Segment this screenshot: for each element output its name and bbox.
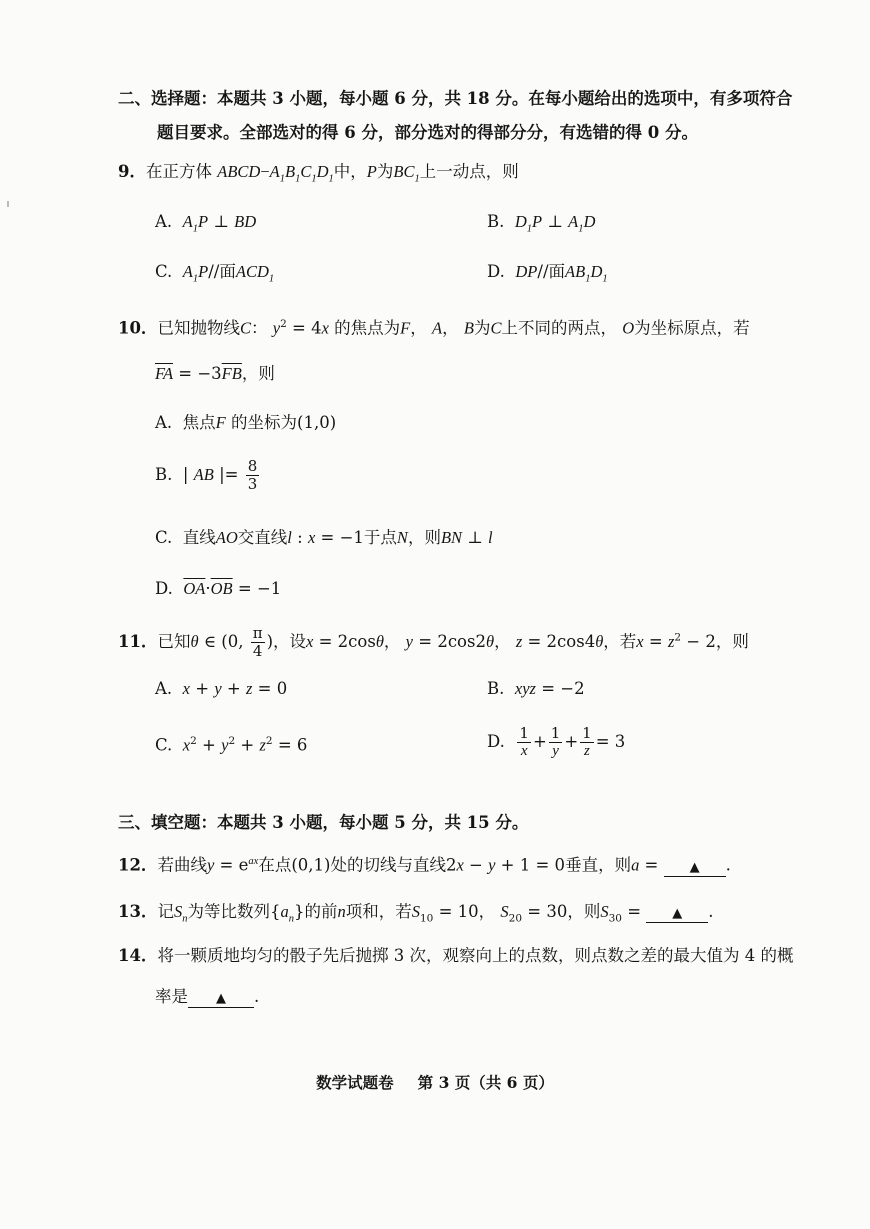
q9-text: 在正方体 xyxy=(145,162,212,181)
scan-mark xyxy=(7,201,9,207)
q10-option-c: C. 直线AO交直线l : x = −1于点N，则BN ⊥ l xyxy=(155,528,493,547)
q9-text: 中， xyxy=(333,162,367,181)
q11-option-b: B. xyz = −2 xyxy=(487,679,585,698)
question-10-stem: 10．已知抛物线C： $y^2 = 4x$ 的焦点为F， A， B为C上不同的两点， O为坐标原点，若 xyxy=(118,318,750,338)
q9-option-d: D. DP//面$AB_1D_1$ xyxy=(487,262,608,285)
q11-option-c: C. $x^2 + y^2 + z^2 = 6$ xyxy=(155,735,308,755)
q14-text: 将一颗质地均匀的骰子先后抛掷 3 次，观察向上的点数，则点数之差的最大值为 4 的概 xyxy=(157,946,794,965)
q9-option-c: C. $A_1P//$面$ACD_1$ xyxy=(155,262,275,285)
question-14-number: 14． xyxy=(118,946,158,965)
q11-option-a: A. x + y + z = 0 xyxy=(155,679,288,698)
question-13: 13．记$S_n$为等比数列$\{a_n\}$的前n项和，若$S_{10} = 10$， $S_{20} = 30$，则$S_{30}$ = ▲ . xyxy=(118,902,714,925)
q14-answer-blank[interactable]: ▲ xyxy=(188,989,254,1008)
question-14-line2: 率是 ▲ . xyxy=(155,987,260,1006)
q9-text: 为 xyxy=(376,162,394,181)
section2-header-line1: 二、选择题：本题共 3 小题，每小题 6 分，共 18 分。在每小题给出的选项中，有多项符合 xyxy=(118,89,793,108)
question-12-number: 12． xyxy=(118,855,158,875)
section3-header: 三、填空题：本题共 3 小题，每小题 5 分，共 15 分。 xyxy=(118,813,529,832)
q9-option-a: A. $A_1P$ ⊥ BD xyxy=(155,212,257,235)
question-12: 12．若曲线$y = e^{ax}$在点(0,1)处的切线与直线2x − y + 1 = 0垂直，则a = ▲ . xyxy=(118,855,731,875)
q10-option-b: B. | AB |= $\frac{8}{3}$ xyxy=(155,457,258,493)
question-11-stem: 11．已知θ ∈ (0, $\frac{\pi}{4}$ )，设x = 2cosθ， y = 2cos2θ， z = 2cos4θ，若$x = z^2 - 2$，则 xyxy=(118,624,749,660)
q9-cube-name: $ABCD-A_1B_1C_1D_1$ xyxy=(217,162,334,185)
footer-subject: 数学试题卷 xyxy=(316,1073,394,1092)
q10-vector-condition: $\overline{FA} = -3\overline{FB}$，则 xyxy=(155,364,275,383)
footer-page-number: 第 3 页（共 6 页） xyxy=(417,1073,554,1092)
q12-answer-blank[interactable]: ▲ xyxy=(664,858,726,877)
q9-text: 上一动点，则 xyxy=(419,162,519,181)
q13-answer-blank[interactable]: ▲ xyxy=(646,904,708,923)
q11-option-d: D. $\frac{1}{x}$ + $\frac{1}{y}$ + $\frac{1}{z}$ = 3 xyxy=(487,724,626,759)
question-13-number: 13． xyxy=(118,902,158,921)
question-10-number: 10． xyxy=(118,318,158,338)
question-9-number: 9． xyxy=(118,162,146,181)
q9-option-b: B. $D_1P$ ⊥ $A_1D$ xyxy=(487,212,596,235)
page-footer xyxy=(0,1071,870,1093)
q10-option-d: D. $\overline{OA}\cdot\overline{OB} = -1$ xyxy=(155,579,282,598)
q10-option-a: A. 焦点F 的坐标为(1,0) xyxy=(155,413,337,432)
section2-header-line2: 题目要求。全部选对的得 6 分，部分选对的得部分分，有选错的得 0 分。 xyxy=(157,123,698,142)
question-14-line1 xyxy=(118,945,793,967)
question-9-stem: 9．在正方体 $ABCD-A_1B_1C_1D_1$中，P为$BC_1$上一动点，则 xyxy=(118,162,519,185)
question-11-number: 11． xyxy=(118,632,158,651)
